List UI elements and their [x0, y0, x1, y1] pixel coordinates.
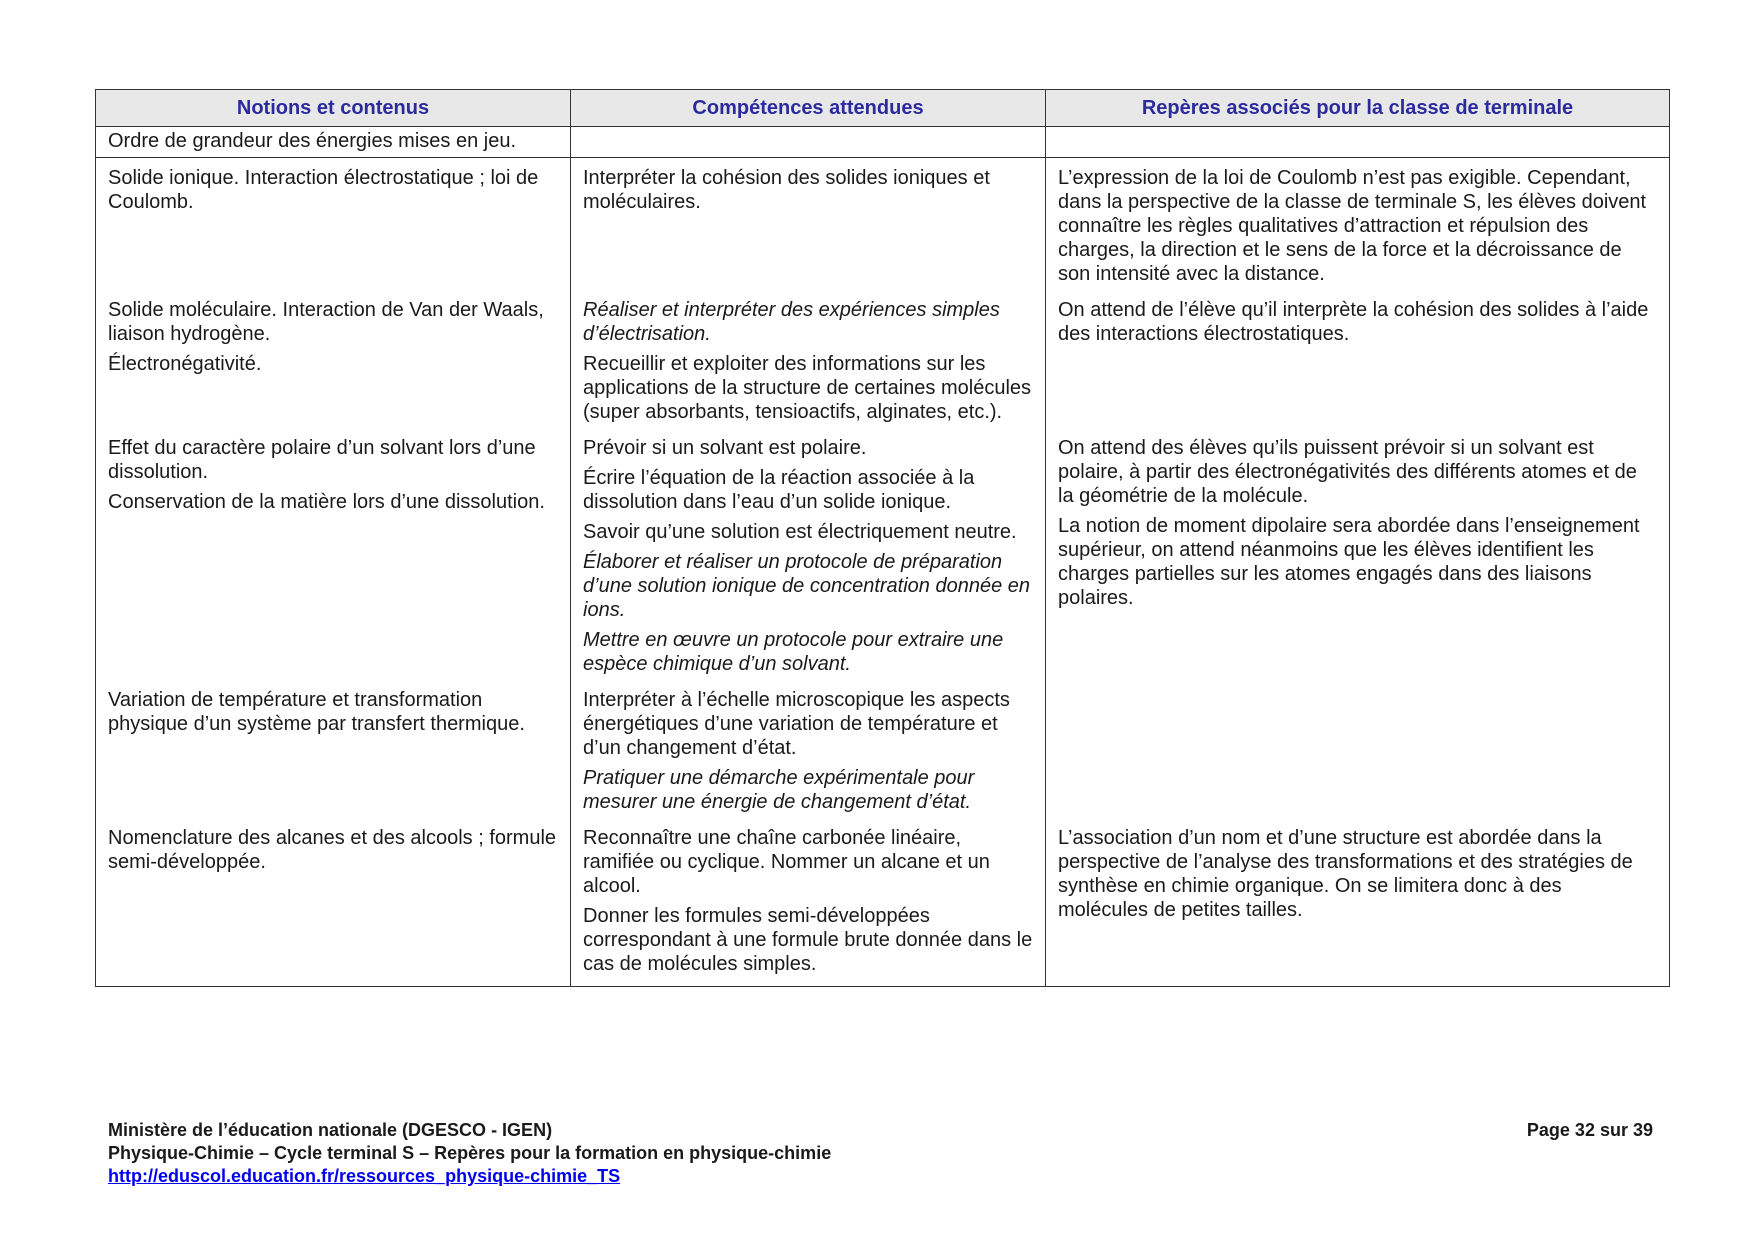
- competence-text: Prévoir si un solvant est polaire.: [583, 437, 867, 459]
- footer-link[interactable]: http://eduscol.education.fr/ressources_physique-chimie_TS: [108, 1166, 621, 1186]
- cell-reperes: [1046, 296, 1670, 434]
- repere-text: La notion de moment dipolaire sera abordée dans l’enseignement supérieur, on attend néanmoins que les élèves identifient les charges partielles sur les atomes engagés dans des liaisons polaires.: [1058, 515, 1640, 609]
- cell-notions: Ordre de grandeur des énergies mises en jeu.: [96, 127, 571, 158]
- notion-text: Électronégativité.: [108, 353, 262, 375]
- header-reperes: Repères associés pour la classe de terminale: [1046, 90, 1670, 127]
- competence-text: Savoir qu’une solution est électriquement neutre.: [583, 521, 1017, 543]
- competence-text: Interpréter la cohésion des solides ioniques et moléculaires.: [583, 167, 990, 213]
- cell-competences: [571, 296, 1046, 434]
- cell-notions: [96, 434, 571, 686]
- cell-notions: [96, 686, 571, 824]
- notion-text: Nomenclature des alcanes et des alcools ; formule semi-développée.: [108, 827, 557, 873]
- header-competences: Compétences attendues: [571, 90, 1046, 127]
- cell-notions: [96, 296, 571, 434]
- cell-notions: [96, 824, 571, 987]
- table-row: [96, 127, 1670, 158]
- table-row: [96, 434, 1670, 686]
- footer-document-title: Physique-Chimie – Cycle terminal S – Repères pour la formation en physique-chimie: [108, 1143, 832, 1163]
- competence-text: Écrire l’équation de la réaction associée à la dissolution dans l’eau d’un solide ionique.: [583, 467, 975, 513]
- page-number: Page 32 sur 39: [1526, 1120, 1653, 1140]
- cell-competences: [571, 434, 1046, 686]
- notion-text: Effet du caractère polaire d’un solvant lors d’une dissolution.: [108, 437, 536, 483]
- notion-text: Conservation de la matière lors d’une dissolution.: [108, 491, 545, 513]
- cell-reperes: [1046, 127, 1670, 158]
- cell-reperes: [1046, 686, 1670, 824]
- competence-text: Élaborer et réaliser un protocole de préparation d’une solution ionique de concentration donnée en ions.: [583, 551, 1031, 621]
- table-header-row: [96, 90, 1670, 127]
- cell-reperes: [1046, 434, 1670, 686]
- competence-text: Pratiquer une démarche expérimentale pour mesurer une énergie de changement d’état.: [583, 767, 975, 813]
- competence-text: Donner les formules semi-développées correspondant à une formule brute donnée dans le cas de molécules simples.: [583, 905, 1033, 975]
- notion-text: Solide ionique. Interaction électrostatique ; loi de Coulomb.: [108, 167, 539, 213]
- competence-text: Mettre en œuvre un protocole pour extraire une espèce chimique d’un solvant.: [583, 629, 1004, 675]
- notion-text: Solide moléculaire. Interaction de Van der Waals, liaison hydrogène.: [108, 299, 544, 345]
- competence-text: Interpréter à l’échelle microscopique les aspects énergétiques d’une variation de température et d’un changement d’état.: [583, 689, 1010, 759]
- repere-text: On attend des élèves qu’ils puissent prévoir si un solvant est polaire, à partir des électronégativités des différents atomes et de la géométrie de la molécule.: [1058, 437, 1637, 507]
- curriculum-table-container: [95, 89, 1669, 987]
- repere-text: L’association d’un nom et d’une structure est abordée dans la perspective de l’analyse des transformations et des stratégies de synthèse en chimie organique. On se limitera donc à des molécules de petites tailles.: [1058, 827, 1633, 921]
- table-row: [96, 158, 1670, 297]
- cell-competences: [571, 127, 1046, 158]
- page-footer: [108, 1119, 1653, 1188]
- table-row: [96, 686, 1670, 824]
- cell-notions: [96, 158, 571, 297]
- notion-text: Variation de température et transformation physique d’un système par transfert thermique.: [108, 689, 525, 735]
- header-notions: Notions et contenus: [96, 90, 571, 127]
- competence-text: Recueillir et exploiter des informations sur les applications de la structure de certaines molécules (super absorbants, tensioactifs, alginates, etc.).: [583, 353, 1032, 423]
- repere-text: L’expression de la loi de Coulomb n’est pas exigible. Cependant, dans la perspective de la classe de terminale S, les élèves doivent connaître les règles qualitatives d’attraction et répulsion des charges, la direction et le sens de la force et la décroissance de son intensité avec la distance.: [1058, 167, 1647, 285]
- cell-competences: [571, 824, 1046, 987]
- cell-competences: [571, 686, 1046, 824]
- repere-text: On attend de l’élève qu’il interprète la cohésion des solides à l’aide des interactions électrostatiques.: [1058, 299, 1649, 345]
- competence-text: Réaliser et interpréter des expériences simples d’électrisation.: [583, 299, 1000, 345]
- cell-competences: [571, 158, 1046, 297]
- table-row: [96, 824, 1670, 987]
- competence-text: Reconnaître une chaîne carbonée linéaire, ramifiée ou cyclique. Nommer un alcane et un alcool.: [583, 827, 990, 897]
- footer-ministry: Ministère de l’éducation nationale (DGESCO - IGEN): [108, 1120, 553, 1140]
- cell-reperes: [1046, 158, 1670, 297]
- cell-reperes: [1046, 824, 1670, 987]
- curriculum-table: [95, 89, 1670, 987]
- table-row: [96, 296, 1670, 434]
